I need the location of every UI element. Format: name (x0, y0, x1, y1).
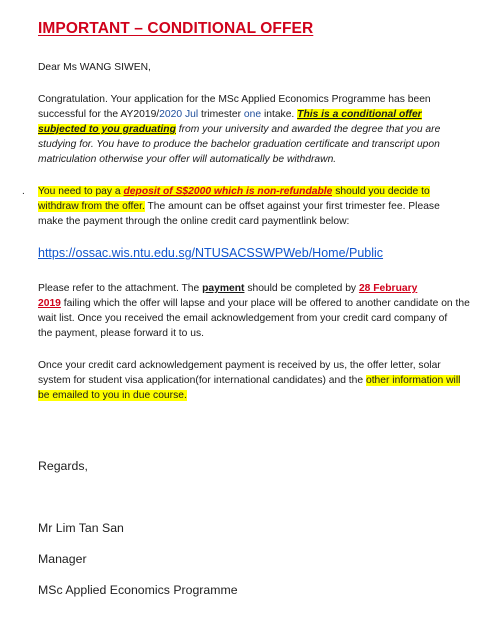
signer-dept: MSc Applied Economics Programme (38, 583, 238, 597)
text-run: system for student visa application(for international candidates) and the (38, 375, 366, 386)
text-run: successful for the AY2019/ (38, 109, 160, 120)
p4-line1: Once your credit card acknowledgement payment is received by us, the offer letter, solar (38, 360, 441, 371)
p3-line2 (38, 297, 470, 310)
text-run: Please refer to the attachment. The (38, 283, 203, 294)
salutation: Dear Ms WANG SIWEN, (38, 62, 151, 73)
trimester-text: one (243, 109, 262, 120)
p3-line3: wait list. Once you received the email acknowledgement from your credit card company of (38, 313, 448, 324)
payment-link-line (38, 247, 383, 261)
due-course-highlight: be emailed to you in due course. (38, 390, 187, 401)
p1-line5: matriculation otherwise your offer will automatically be withdrawn. (38, 154, 337, 165)
text-run: should be completed by (244, 283, 359, 294)
deadline-date: 28 February (358, 283, 418, 294)
text-run: failing which the offer will lapse and your place will be offered to another candidate on the (60, 298, 470, 309)
p4-line2 (38, 374, 460, 387)
signer-name: Mr Lim Tan San (38, 521, 124, 535)
graduating-highlight: subjected to you graduating (38, 124, 176, 135)
p3-line4: the payment, please forward it to us. (38, 328, 204, 339)
payment-word: payment (202, 283, 245, 294)
p2-line2 (38, 200, 440, 213)
p1-line4: studying for. You have to produce the bachelor graduation certificate and transcript upon (38, 139, 440, 150)
conditional-offer-highlight: This is a conditional offer (297, 109, 422, 120)
p1-line1: Congratulation. Your application for the MSc Applied Economics Programme has been (38, 94, 431, 105)
payment-link[interactable]: https://ossac.wis.ntu.edu.sg/NTUSACSSWPWeb/Home/Public (38, 246, 384, 260)
p3-line1 (38, 282, 417, 295)
text-run: You need to pay a (38, 186, 124, 197)
p1-line2 (38, 108, 422, 121)
signer-title: Manager (38, 552, 87, 566)
text-run: should you decide to (332, 186, 430, 197)
deadline-year: 2019 (38, 298, 61, 309)
p2-line1 (38, 185, 430, 198)
year-text: 2020 (159, 109, 183, 120)
text-run: from your university and awarded the degree that you are (175, 124, 441, 135)
text-run: The amount can be offset against your first trimester fee. Please (144, 201, 440, 212)
deposit-highlight: deposit of S$2000 which is non-refundable (123, 186, 333, 197)
closing: Regards, (38, 459, 88, 473)
other-info-highlight: other information will (365, 375, 461, 386)
month-text: Jul (184, 109, 199, 120)
text-run: intake. (261, 109, 298, 120)
bullet-dot: . (22, 186, 25, 197)
text-run: trimester (198, 109, 244, 120)
p1-line3 (38, 123, 440, 136)
p2-line3: make the payment through the online credit card paymentlink below: (38, 216, 350, 227)
page-title: IMPORTANT – CONDITIONAL OFFER (38, 20, 314, 37)
withdraw-highlight: withdraw from the offer. (38, 201, 145, 212)
p4-line3 (38, 389, 187, 402)
